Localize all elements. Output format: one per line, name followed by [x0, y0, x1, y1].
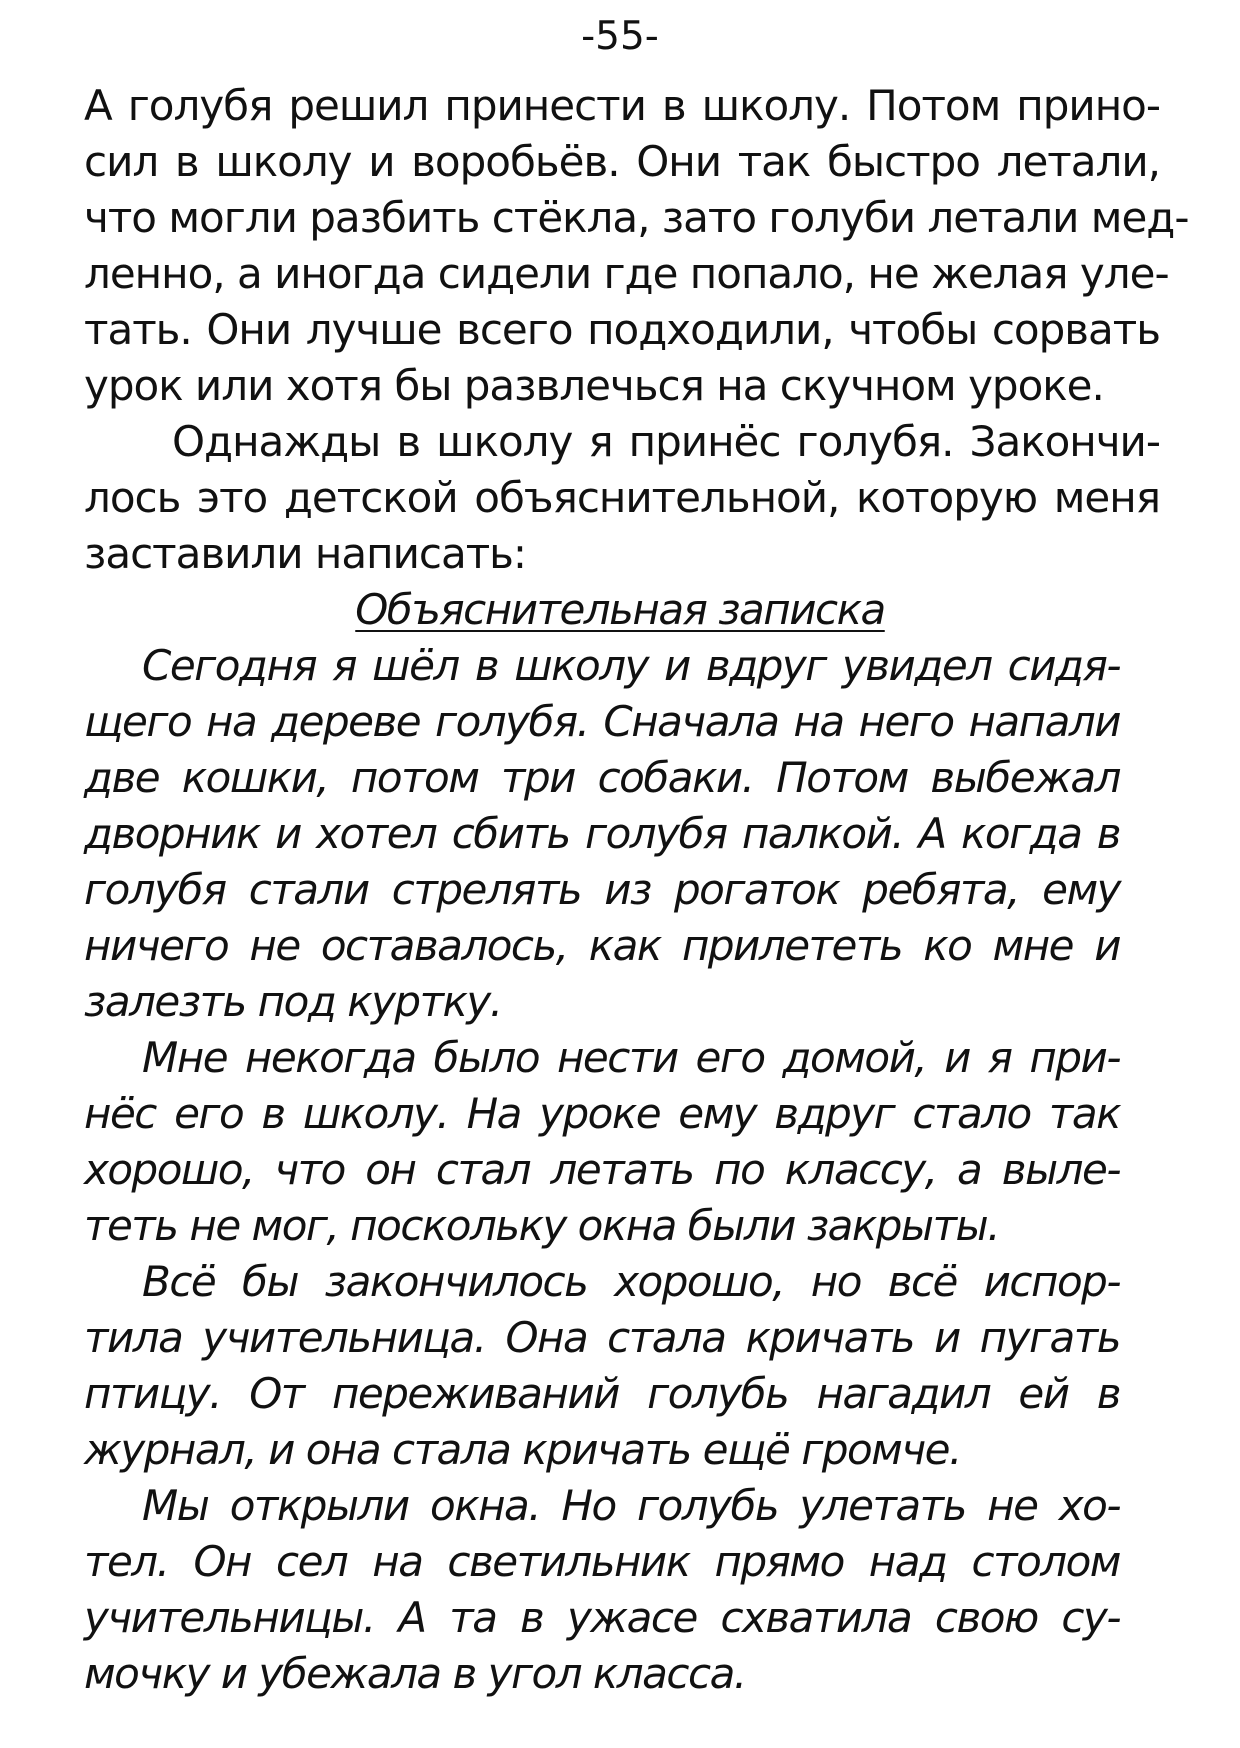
text-line: что могли разбить стёкла, зато голуби летали мед-: [84, 193, 1189, 242]
page-number: -55-: [581, 14, 659, 59]
text-line: ничего не оставалось, как прилететь ко мне и: [84, 921, 1120, 970]
note-title: Объяснительная записка: [355, 585, 885, 634]
text-line: две кошки, потом три собаки. Потом выбежал: [84, 753, 1120, 802]
text-line: хорошо, что он стал летать по классу, а выле-: [84, 1145, 1120, 1194]
text-line: сил в школу и воробьёв. Они так быстро летали,: [84, 137, 1160, 186]
text-line: Мы открыли окна. Но голубь улетать не хо-: [142, 1481, 1120, 1530]
text-line: нёс его в школу. На уроке ему вдруг стало так: [84, 1089, 1120, 1138]
text-line: Однажды в школу я принёс голубя. Закончи-: [172, 417, 1160, 466]
text-line: тать. Они лучше всего подходили, чтобы сорвать: [84, 305, 1160, 354]
text-line: лось это детской объяснительной, которую меня: [84, 473, 1160, 522]
text-line: дворник и хотел сбить голубя палкой. А когда в: [84, 809, 1120, 858]
text-line: голубя стали стрелять из рогаток ребята, ему: [84, 865, 1120, 914]
text-line: Сегодня я шёл в школу и вдруг увидел сидя-: [142, 641, 1120, 690]
text-line: ленно, а иногда сидели где попало, не желая уле-: [84, 249, 1169, 298]
text-line: тел. Он сел на светильник прямо над столом: [84, 1537, 1120, 1586]
text-line: птицу. От переживаний голубь нагадил ей в: [84, 1369, 1120, 1418]
text-line: мочку и убежала в угол класса.: [84, 1649, 746, 1698]
text-line: учительницы. А та в ужасе схватила свою су-: [84, 1593, 1120, 1642]
text-line: теть не мог, поскольку окна были закрыты.: [84, 1201, 1000, 1250]
text-line: залезть под куртку.: [84, 977, 502, 1026]
text-line: щего на дереве голубя. Сначала на него напали: [84, 697, 1120, 746]
text-line: Всё бы закончилось хорошо, но всё испор-: [142, 1257, 1120, 1306]
text-line: тила учительница. Она стала кричать и пугать: [84, 1313, 1120, 1362]
text-line: Мне некогда было нести его домой, и я при-: [142, 1033, 1120, 1082]
text-line: урок или хотя бы развлечься на скучном уроке.: [84, 361, 1104, 410]
text-line: заставили написать:: [84, 529, 527, 578]
text-line: А голубя решил принести в школу. Потом прино-: [84, 81, 1160, 130]
text-line: журнал, и она стала кричать ещё громче.: [84, 1425, 961, 1474]
